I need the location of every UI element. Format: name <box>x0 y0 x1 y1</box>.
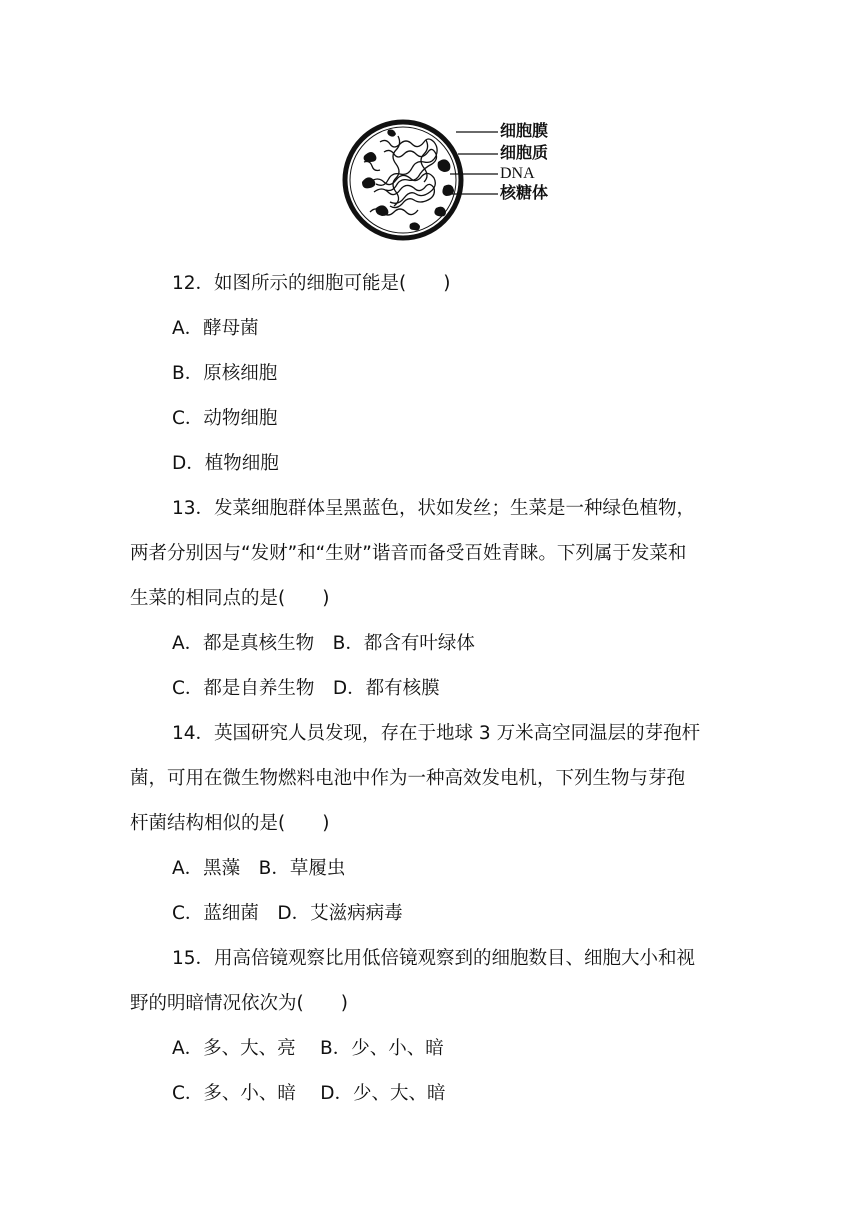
dna-strands <box>364 136 437 215</box>
question-12-stem: 12．如图所示的细胞可能是( ) <box>172 273 451 294</box>
question-15-stem-line-2: 野的明暗情况依次为( ) <box>130 993 348 1014</box>
label-cytoplasm: 细胞质 <box>500 145 549 162</box>
question-14-options-cd: C．蓝细菌 D．艾滋病病毒 <box>172 903 403 924</box>
label-cell-membrane: 细胞膜 <box>500 123 549 140</box>
label-dna: DNA <box>500 165 535 182</box>
label-ribosome: 核糖体 <box>500 185 549 202</box>
question-15-options-ab: A．多、大、亮 B．少、小、暗 <box>172 1038 444 1059</box>
cell-diagram <box>340 112 580 252</box>
question-15-options-cd: C．多、小、暗 D．少、大、暗 <box>172 1083 446 1104</box>
question-14-stem-line-2: 菌，可用在微生物燃料电池中作为一种高效发电机，下列生物与芽孢 <box>130 768 686 789</box>
question-14-stem-line-1: 14．英国研究人员发现，存在于地球 3 万米高空同温层的芽孢杆 <box>172 723 701 744</box>
question-12-option-b: B．原核细胞 <box>172 363 278 384</box>
question-13-options-ab: A．都是真核生物 B．都含有叶绿体 <box>172 633 475 654</box>
question-13-stem-line-1: 13．发菜细胞群体呈黑蓝色，状如发丝；生菜是一种绿色植物， <box>172 498 696 519</box>
question-12-option-a: A．酵母菌 <box>172 318 259 339</box>
question-14-stem-line-3: 杆菌结构相似的是( ) <box>130 813 330 834</box>
question-15-stem-line-1: 15．用高倍镜观察比用低倍镜观察到的细胞数目、细胞大小和视 <box>172 948 696 969</box>
question-13-stem-line-3: 生菜的相同点的是( ) <box>130 588 330 609</box>
question-14-options-ab: A．黑藻 B．草履虫 <box>172 858 346 879</box>
question-12-option-d: D．植物细胞 <box>172 453 279 474</box>
question-13-options-cd: C．都是自养生物 D．都有核膜 <box>172 678 440 699</box>
question-12-option-c: C．动物细胞 <box>172 408 278 429</box>
question-13-stem-line-2: 两者分别因与“发财”和“生财”谐音而备受百姓青睐。下列属于发菜和 <box>130 543 687 564</box>
